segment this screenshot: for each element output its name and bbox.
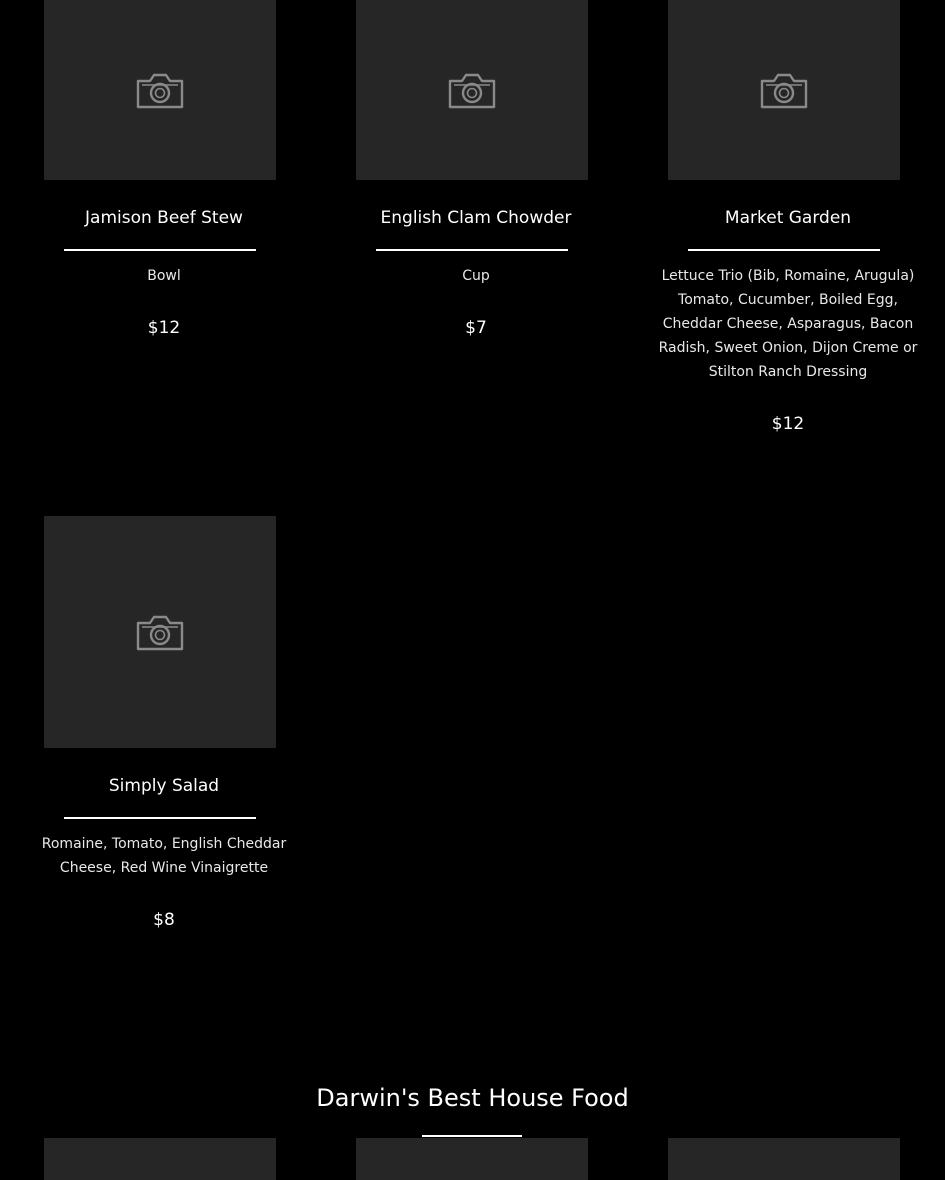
menu-item-price: $8	[153, 910, 175, 930]
title-divider	[64, 817, 256, 819]
menu-item-photo[interactable]	[356, 1138, 588, 1180]
camera-icon	[135, 612, 185, 652]
menu-item-title: Jamison Beef Stew	[85, 208, 243, 228]
menu-item-description: Romaine, Tomato, English Cheddar Cheese, Red Wine Vinaigrette	[41, 836, 287, 876]
menu-item-photo[interactable]	[668, 1138, 900, 1180]
camera-icon	[447, 70, 497, 110]
camera-icon	[135, 70, 185, 110]
title-divider	[376, 249, 568, 251]
menu-item-photo[interactable]	[44, 0, 276, 180]
menu-item-photo[interactable]	[356, 0, 588, 180]
menu-item-title: Market Garden	[724, 208, 852, 228]
section-divider	[422, 1135, 522, 1137]
menu-item-price: $7	[465, 318, 487, 338]
camera-icon	[759, 70, 809, 110]
menu-item-title: English Clam Chowder	[380, 208, 572, 228]
menu-item-description: Lettuce Trio (Bib, Romaine, Arugula) Tomato, Cucumber, Boiled Egg, Cheddar Cheese, Asparagus, Bacon Radish, Sweet Onion, Dijon Creme or Stilton Ranch Dressing	[658, 268, 918, 380]
menu-item-price: $12	[771, 414, 805, 434]
menu-item-photo[interactable]	[44, 1138, 276, 1180]
menu-item-price: $12	[147, 318, 181, 338]
title-divider	[64, 249, 256, 251]
menu-item-title: Simply Salad	[108, 776, 220, 796]
section-title: Darwin's Best House Food	[316, 1084, 629, 1112]
menu-item-photo[interactable]	[668, 0, 900, 180]
menu-item-photo[interactable]	[44, 516, 276, 748]
title-divider	[688, 249, 880, 251]
menu-item-description: Bowl	[147, 268, 181, 284]
menu-item-description: Cup	[462, 268, 490, 284]
